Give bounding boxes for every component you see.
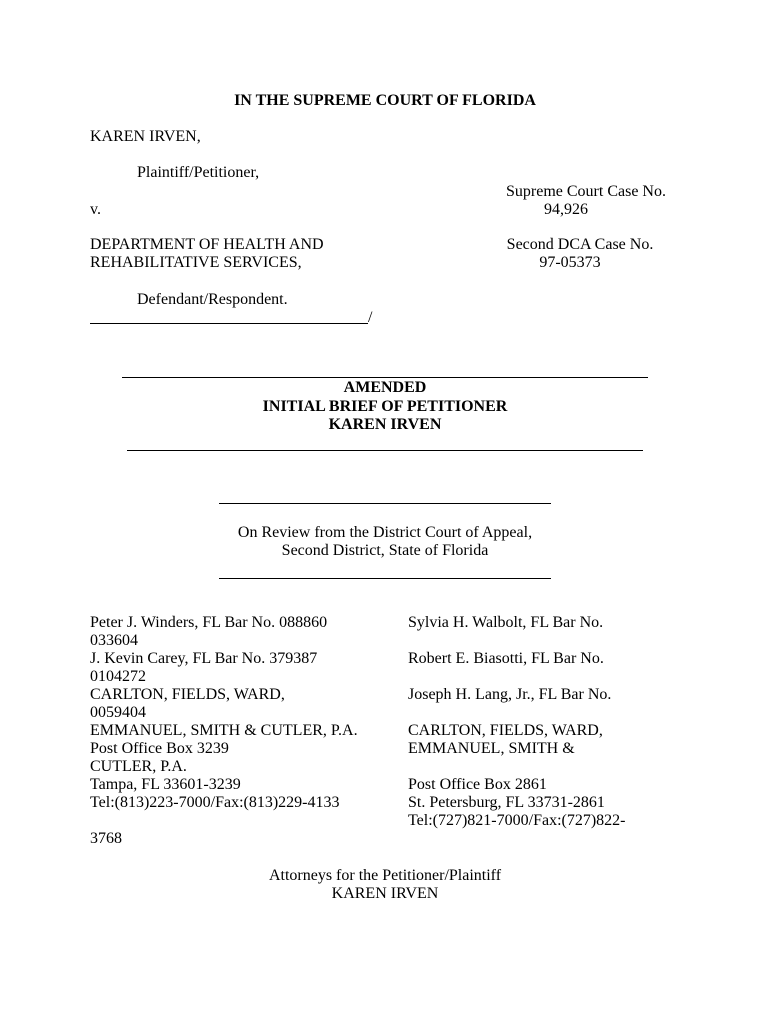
supreme-case-number: 94,926 (544, 201, 588, 218)
counsel-walbolt: Sylvia H. Walbolt, FL Bar No. (408, 614, 604, 631)
title-party-name: KAREN IRVEN (328, 416, 442, 433)
counsel-telephone: Tel:(727)821-7000/Fax:(727)822- (408, 812, 626, 829)
counsel-trailer: 3768 (90, 830, 122, 847)
counsel-line: Tel:(813)223-7000/Fax:(813)229-4133 (90, 794, 340, 811)
counsel-line: Peter J. Winders, FL Bar No. 088860 (90, 614, 328, 631)
counsel-line: CUTLER, P.A. (90, 758, 187, 775)
counsel-line: CARLTON, FIELDS, WARD, (90, 686, 285, 703)
caption-rule (90, 323, 368, 324)
counsel-firm-line-1: CARLTON, FIELDS, WARD, (408, 722, 603, 739)
defendant-role: Defendant/Respondent. (137, 291, 288, 308)
review-bottom-rule (219, 578, 551, 579)
counsel-biasotti: Robert E. Biasotti, FL Bar No. (408, 650, 604, 667)
title-amended: AMENDED (343, 379, 427, 396)
counsel-po-box: Post Office Box 2861 (408, 776, 547, 793)
caption-end-slash: / (368, 309, 373, 326)
supreme-case-label: Supreme Court Case No. (506, 183, 666, 200)
counsel-lang: Joseph H. Lang, Jr., FL Bar No. (408, 686, 612, 703)
counsel-line: J. Kevin Carey, FL Bar No. 379387 (90, 650, 318, 667)
attorneys-client-name: KAREN IRVEN (331, 885, 439, 902)
plaintiff-name: KAREN IRVEN, (90, 128, 201, 145)
review-top-rule (219, 503, 551, 504)
review-line-1: On Review from the District Court of Appeal, (237, 524, 533, 541)
dca-case-number: 97-05373 (539, 254, 601, 271)
counsel-line: 033604 (90, 632, 138, 649)
counsel-line: 0059404 (90, 704, 146, 721)
counsel-firm-line-2: EMMANUEL, SMITH & (408, 740, 575, 757)
versus: v. (90, 201, 101, 218)
counsel-city: St. Petersburg, FL 33731-2861 (408, 794, 605, 811)
plaintiff-role: Plaintiff/Petitioner, (137, 164, 260, 181)
title-initial-brief: INITIAL BRIEF OF PETITIONER (262, 398, 508, 415)
counsel-line: EMMANUEL, SMITH & CUTLER, P.A. (90, 722, 358, 739)
review-line-2: Second District, State of Florida (281, 542, 489, 559)
counsel-line: Tampa, FL 33601-3239 (90, 776, 241, 793)
dca-case-label: Second DCA Case No. (506, 236, 654, 253)
title-bottom-rule (127, 450, 643, 451)
attorneys-for-line: Attorneys for the Petitioner/Plaintiff (268, 867, 502, 884)
counsel-line: Post Office Box 3239 (90, 740, 229, 757)
defendant-line-2: REHABILITATIVE SERVICES, (90, 254, 302, 271)
counsel-line: 0104272 (90, 668, 146, 685)
court-heading: IN THE SUPREME COURT OF FLORIDA (234, 92, 536, 109)
title-top-rule (122, 377, 648, 378)
defendant-line-1: DEPARTMENT OF HEALTH AND (90, 236, 324, 253)
